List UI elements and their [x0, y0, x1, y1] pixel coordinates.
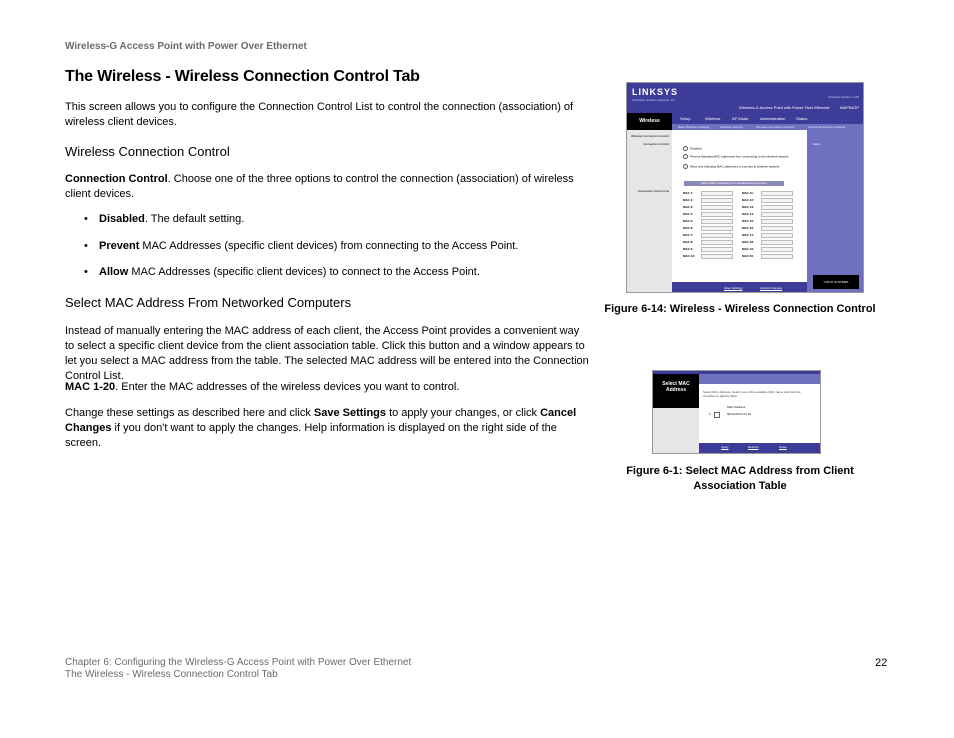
cisco-logo: CISCO SYSTEMS: [813, 275, 859, 289]
intro-paragraph: This screen allows you to configure the Connection Control List to control the connection (association) of wireless client devices.: [65, 101, 574, 128]
mac-input[interactable]: [701, 247, 733, 252]
radio-allow[interactable]: [683, 164, 798, 169]
row-number: 1: [709, 412, 711, 416]
mac-select-checkbox[interactable]: [714, 412, 720, 418]
mac-label: MAC 11:: [742, 191, 754, 195]
mac-label: MAC 13:: [742, 205, 755, 209]
radio-label: Prevent following MAC addresses from connecting to the wireless network: [690, 154, 789, 159]
popup-bottom-bar: [699, 443, 820, 453]
side-label-connection-control: Connection Control: [643, 142, 669, 146]
side-label-wcc: Wireless Connection Control: [630, 134, 669, 138]
change-settings-paragraph: [65, 406, 590, 451]
tab-ap-mode[interactable]: AP Mode: [732, 116, 749, 121]
figure-select-mac-screenshot: [652, 370, 821, 454]
footer-chapter: Chapter 6: Configuring the Wireless-G Access Point with Power Over Ethernet: [65, 657, 412, 668]
figure2-caption: Figure 6-1: Select MAC Address from Client Association Table: [626, 465, 854, 492]
logo-subtitle: A Division of Cisco Systems, Inc.: [632, 98, 676, 102]
mac-label: MAC 3:: [683, 205, 694, 209]
router-model: WAP54GP: [839, 105, 859, 110]
select-mac-button[interactable]: Select MAC Address From Networked Computers: [684, 181, 784, 186]
mac-input[interactable]: [701, 191, 733, 196]
mac-input[interactable]: [701, 254, 733, 259]
save-settings-term: Save Settings: [313, 407, 387, 419]
help-link[interactable]: Help...: [813, 142, 822, 146]
text-run: to apply your changes, or click: [386, 407, 541, 419]
mac-input[interactable]: [701, 226, 733, 231]
text-run: Change these settings as described here and click: [65, 407, 314, 419]
subtab-wireless-security[interactable]: Wireless Security: [720, 125, 744, 129]
text-run: if you don't want to apply the changes. Help information is displayed on the right side of the screen.: [65, 422, 557, 449]
bullet-text: . The default setting.: [144, 213, 245, 225]
tab-setup[interactable]: Setup: [680, 116, 691, 121]
popup-left-title: Select MAC Address: [662, 381, 690, 393]
mac-input[interactable]: [761, 240, 793, 245]
mac-term: MAC 1-20: [65, 381, 116, 393]
radio-label: Disabled: [690, 146, 702, 151]
mac-input[interactable]: [761, 233, 793, 238]
router-page-title: Wireless-G Access Point with Power Over Ethernet: [739, 105, 830, 110]
mac-input[interactable]: [701, 212, 733, 217]
running-header: Wireless-G Access Point with Power Over Ethernet: [65, 41, 307, 52]
mac-label: MAC 7:: [683, 233, 694, 237]
connection-control-term: Connection Control: [65, 173, 168, 185]
mac-paragraph: [65, 380, 590, 395]
mac-label: MAC 20:: [742, 254, 755, 258]
router-bottom-bar: [672, 282, 807, 292]
mac-text: . Enter the MAC addresses of the wireless devices you want to control.: [115, 381, 460, 393]
subtab-basic-wireless[interactable]: Basic Wireless Settings: [678, 125, 710, 129]
mac-label: MAC 17:: [742, 233, 755, 237]
radio-label: Allow only following MAC addresses to connect to wireless network: [690, 164, 780, 169]
router-sidebar: [627, 130, 672, 292]
apply-button[interactable]: Apply: [721, 445, 729, 449]
mac-label: MAC 19:: [742, 247, 755, 251]
side-label-connection-control-list: Connection Control List: [637, 189, 669, 193]
mac-label: MAC 1:: [683, 191, 694, 195]
mac-label: MAC 8:: [683, 240, 694, 244]
page-number: 22: [875, 657, 888, 669]
cancel-changes-term: Cancel Changes: [65, 407, 577, 434]
tab-wireless[interactable]: Wireless: [705, 116, 721, 121]
mac-label: MAC 5:: [683, 219, 694, 223]
mac-input[interactable]: [701, 198, 733, 203]
mac-label: MAC 16:: [742, 226, 755, 230]
popup-header-bar: [699, 374, 820, 384]
linksys-logo: LINKSYS: [632, 87, 679, 97]
mac-address-column-header: MAC Address: [727, 405, 746, 409]
figure-wireless-connection-control-screenshot: [626, 82, 864, 293]
mac-input[interactable]: [761, 198, 793, 203]
radio-prevent[interactable]: [683, 154, 798, 159]
mac-input[interactable]: [701, 219, 733, 224]
bullet-text: MAC Addresses (specific client devices) to connect to the Access Point.: [128, 266, 480, 278]
cancel-changes-button[interactable]: Cancel Changes: [760, 286, 783, 290]
subsection-heading-select-mac: Select MAC Address From Networked Computers: [65, 295, 352, 310]
subtab-wireless-connection-control[interactable]: Wireless Connection Control: [756, 125, 795, 129]
connection-control-text: . Choose one of the three options to control the connection (association) of wireless client devices.: [65, 173, 574, 200]
mac-input[interactable]: [761, 254, 793, 259]
bullet-term: Prevent: [99, 240, 140, 252]
figure1-caption: Figure 6-14: Wireless - Wireless Connection Control: [604, 303, 876, 315]
bullet-prevent: • Prevent MAC Addresses (specific client devices) from connecting to the Access Point.: [84, 240, 519, 252]
subtab-advanced-wireless[interactable]: Advanced Wireless Settings: [808, 125, 846, 129]
mac-input[interactable]: [701, 240, 733, 245]
mac-label: MAC 2:: [683, 198, 694, 202]
mac-label: MAC 14:: [742, 212, 755, 216]
mac-label: MAC 6:: [683, 226, 694, 230]
select-mac-paragraph: Instead of manually entering the MAC address of each client, the Access Point provides a convenient way to select a specific client device from the client association table. Click this button and a window appears to let you select a MAC address from the table. The selected MAC address will be entered into the Connection Control List.: [65, 325, 589, 382]
connection-control-paragraph: [65, 172, 590, 202]
radio-disabled[interactable]: [683, 146, 702, 151]
popup-left-grey: [653, 408, 699, 453]
mac-label: MAC 10:: [683, 254, 696, 258]
save-settings-button[interactable]: Save Settings: [724, 286, 743, 290]
mac-input[interactable]: [761, 205, 793, 210]
footer-section: The Wireless - Wireless Connection Control Tab: [65, 669, 278, 680]
router-left-section: Wireless: [627, 113, 672, 130]
tab-status[interactable]: Status: [796, 116, 808, 121]
bullet-term: Allow: [99, 266, 129, 278]
mac-address-value: 00:0a:00:01:01:01: [727, 412, 752, 416]
mac-input[interactable]: [761, 191, 793, 196]
router-help-column: [807, 130, 863, 292]
bullet-disabled: • Disabled. The default setting.: [84, 213, 245, 225]
mac-input[interactable]: [701, 205, 733, 210]
subsection-heading-connection-control: Wireless Connection Control: [65, 144, 230, 159]
mac-label: MAC 18:: [742, 240, 755, 244]
mac-label: MAC 15:: [742, 219, 755, 223]
close-button[interactable]: Close: [779, 445, 787, 449]
tab-administration[interactable]: Administration: [760, 116, 786, 121]
mac-input[interactable]: [761, 247, 793, 252]
mac-input[interactable]: [761, 212, 793, 217]
firmware-version: Firmware Version: 1.00: [828, 95, 859, 99]
bullet-allow: • Allow MAC Addresses (specific client devices) to connect to the Access Point.: [84, 266, 480, 278]
bullet-term: Disabled: [99, 213, 145, 225]
mac-input[interactable]: [701, 233, 733, 238]
popup-description: Select MAC Address: Select one of the available MAC name and click the checkbox to add the MAC: [703, 390, 801, 398]
mac-label: MAC 12:: [742, 198, 755, 202]
refresh-button[interactable]: Refresh: [748, 445, 759, 449]
mac-input[interactable]: [761, 219, 793, 224]
router-tab-bar: [672, 113, 863, 124]
mac-label: MAC 9:: [683, 247, 694, 251]
mac-input[interactable]: [761, 226, 793, 231]
mac-label: MAC 4:: [683, 212, 694, 216]
bullet-text: MAC Addresses (specific client devices) from connecting to the Access Point.: [139, 240, 519, 252]
section-title: The Wireless - Wireless Connection Control Tab: [65, 68, 420, 85]
